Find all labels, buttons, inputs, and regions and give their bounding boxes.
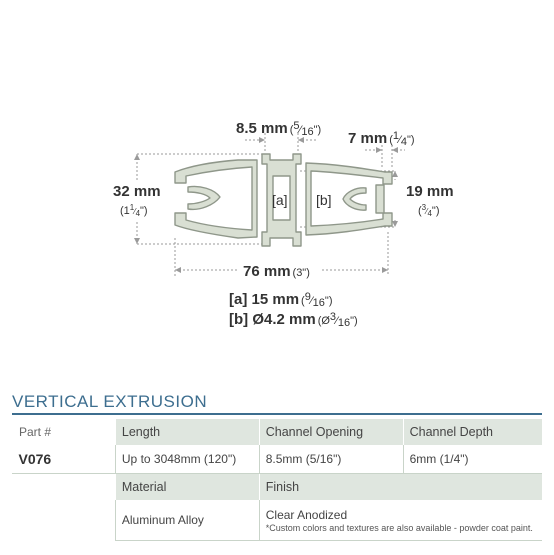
value-channel-depth: 6mm (1/4")	[403, 445, 542, 474]
value-finish-cell	[259, 500, 542, 541]
label-b: [b]	[316, 192, 332, 208]
label-a: [a]	[272, 192, 288, 208]
header-channel-depth: Channel Depth	[403, 419, 542, 445]
header-channel-opening: Channel Opening	[259, 419, 403, 445]
right-dim-text: 19 mm	[406, 183, 454, 200]
note-a: [a] 15 mm ($^9_⁄$16")	[229, 291, 333, 309]
header-material: Material	[115, 474, 259, 501]
right-lip	[376, 185, 384, 213]
spec-value-row-2	[13, 500, 543, 541]
part-label: Part #	[13, 419, 116, 445]
right-dim-imperial: ($^3_⁄$4")	[418, 203, 440, 218]
left-hook	[188, 186, 220, 209]
left-dim-text: 32 mm	[113, 183, 161, 200]
left-dim-imperial: $(1^1_⁄4")$	[120, 203, 148, 218]
blank-cell-2	[13, 500, 116, 541]
section-rule	[12, 413, 542, 415]
value-channel-opening: 8.5mm (5/16")	[259, 445, 403, 474]
header-finish: Finish	[259, 474, 542, 501]
value-length: Up to 3048mm (120")	[115, 445, 259, 474]
value-material: Aluminum Alloy	[115, 500, 259, 541]
section-title: VERTICAL EXTRUSION	[12, 392, 208, 411]
top-dim-text: 8.5 mm ($^5_⁄$16")	[236, 120, 322, 138]
right-hook	[343, 188, 366, 210]
part-number: V076	[13, 445, 116, 474]
right-top-dim-text: 7 mm ($^1_⁄$4")	[348, 130, 415, 148]
note-b: [b] Ø4.2 mm $(Ø^3_⁄16")$	[229, 311, 358, 329]
finish-note: *Custom colors and textures are also available - powder coat paint.	[265, 522, 533, 533]
spec-header-row	[13, 419, 543, 445]
bottom-dim-text: 76 mm (3")	[243, 263, 310, 280]
header-length: Length	[115, 419, 259, 445]
spec-table	[12, 419, 542, 541]
spec-value-row	[13, 445, 543, 474]
spec-header-row-2	[13, 474, 543, 501]
value-finish: Clear Anodized	[265, 507, 348, 522]
blank-cell	[13, 474, 116, 501]
